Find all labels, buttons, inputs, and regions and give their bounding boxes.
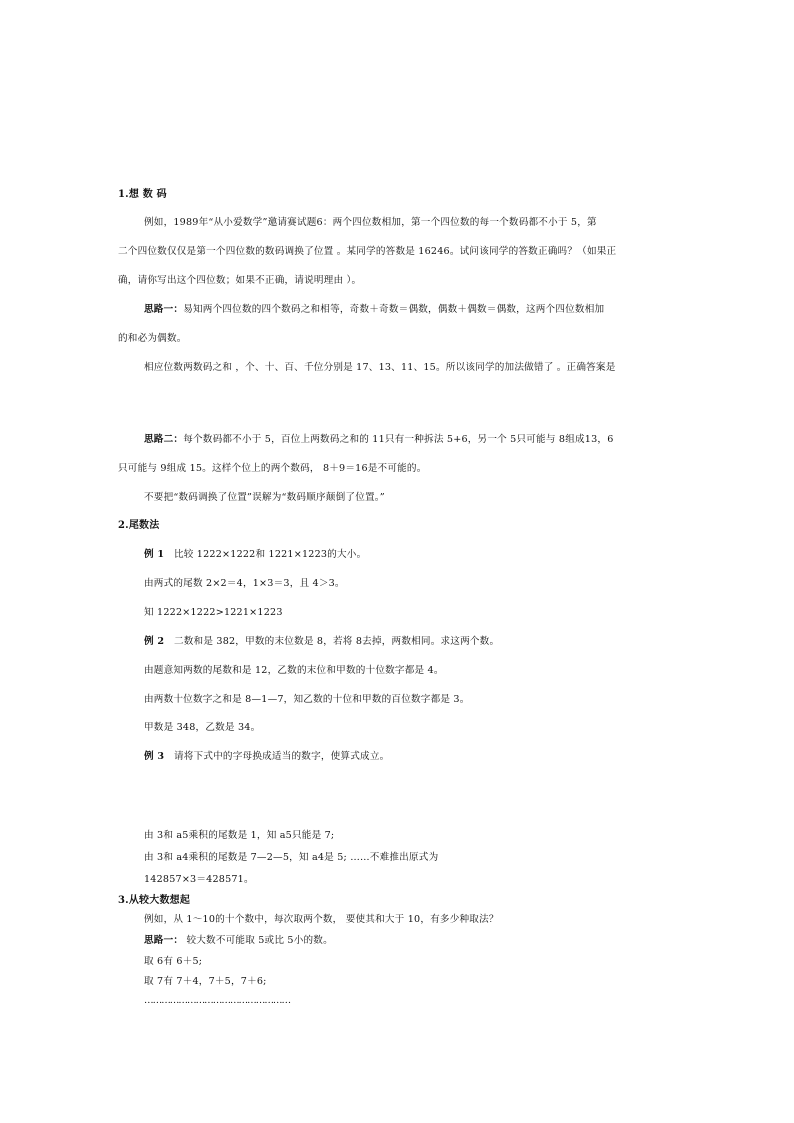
- section3-idea1-text: 较大数不可能取 5或比 5小的数。: [186, 935, 333, 946]
- section1-example-line1: 例如，1989年“从小爱数学”邀请赛试题6：两个四位数相加，第一个四位数的每一个数码都不小于 5，第: [144, 217, 597, 228]
- section3-example: 例如，从 1～10的十个数中，每次取两个数， 要使其和大于 10，有多少种取法？: [144, 914, 499, 925]
- section2-ex1-line3: 知 1222×1222>1221×1223: [144, 607, 283, 618]
- section2-ex3-line2: 由 3和 a5乘积的尾数是 1，知 a5只能是 7;: [144, 830, 335, 841]
- section1-idea1-line2: 的和必为偶数。: [118, 333, 187, 344]
- section3-line2: 取 6有 6＋5;: [144, 956, 203, 967]
- section2-ex3-line3: 由 3和 a4乘积的尾数是 7—2—5，知 a4是 5; ……不难推出原式为: [144, 852, 439, 863]
- section3-heading: 3.从较大数想起: [118, 895, 191, 906]
- idea2-text: 每个数码都不小于 5，百位上两数码之和的 11只有一种拆法 5+6，另一个 5只可能与 8组成13，6: [183, 434, 614, 445]
- section3-idea1-label: 思路一：: [144, 935, 184, 946]
- ex1-text: 比较 1222×1222和 1221×1223的大小。: [173, 549, 367, 560]
- section1-idea2-line1: [144, 434, 614, 446]
- section2-ex2-line3: 由两数十位数字之和是 8—1—7，知乙数的十位和甲数的百位数字都是 3。: [144, 694, 470, 705]
- ex2-text: 二数和是 382，甲数的末位数是 8，若将 8去掉，两数相同。求这两个数。: [173, 636, 500, 647]
- ex2-label: 例 2: [144, 636, 165, 647]
- section1-heading: 1.想 数 码: [118, 189, 167, 200]
- section2-ex2-line2: 由题意知两数的尾数和是 12，乙数的末位和甲数的十位数字都是 4。: [144, 665, 444, 676]
- section2-ex1-line1: [144, 549, 366, 561]
- section3-dots: ……………………………………………: [144, 995, 291, 1006]
- section1-note: 不要把“数码调换了位置”误解为“数码顺序颠倒了位置。”: [144, 492, 385, 503]
- section1-example-line3: 确，请你写出这个四位数；如果不正确，请说明理由 ）。: [118, 275, 362, 286]
- idea1-label: 思路一：: [144, 304, 184, 315]
- section2-ex3-line4: 142857×3＝428571。: [144, 874, 254, 885]
- section2-ex3-line1: [144, 751, 389, 763]
- section1-idea1-line1: [144, 304, 604, 316]
- section2-ex2-line4: 甲数是 348，乙数是 34。: [144, 722, 261, 733]
- section1-idea2-line2: 只可能与 9组成 15。这样个位上的两个数码， 8＋9＝16是不可能的。: [118, 463, 427, 474]
- idea2-label: 思路二：: [144, 434, 184, 445]
- section3-idea1: [144, 935, 333, 947]
- ex3-text: 请将下式中的字母换成适当的数字，使算式成立。: [173, 751, 390, 762]
- section2-heading: 2.尾数法: [118, 520, 160, 531]
- ex3-label: 例 3: [144, 751, 165, 762]
- idea1-text: 易知两个四位数的四个数码之和相等，奇数＋奇数＝偶数，偶数＋偶数＝偶数，这两个四位数相加: [183, 304, 605, 315]
- section1-idea1-line3: 相应位数两数码之和 ，个、十、百、千位分别是 17、13、11、15。所以该同学的加法做错了 。正确答案是: [144, 362, 616, 373]
- section1-example-line2: 二个四位数仅仅是第一个四位数的数码调换了位置 。某同学的答数是 16246。试问该同学的答数正确吗？（如果正: [118, 246, 617, 257]
- section2-ex1-line2: 由两式的尾数 2×2＝4，1×3＝3，且 4＞3。: [144, 578, 345, 589]
- ex1-label: 例 1: [144, 549, 165, 560]
- section3-line3: 取 7有 7＋4，7＋5，7＋6;: [144, 976, 267, 987]
- section2-ex2-line1: [144, 636, 499, 648]
